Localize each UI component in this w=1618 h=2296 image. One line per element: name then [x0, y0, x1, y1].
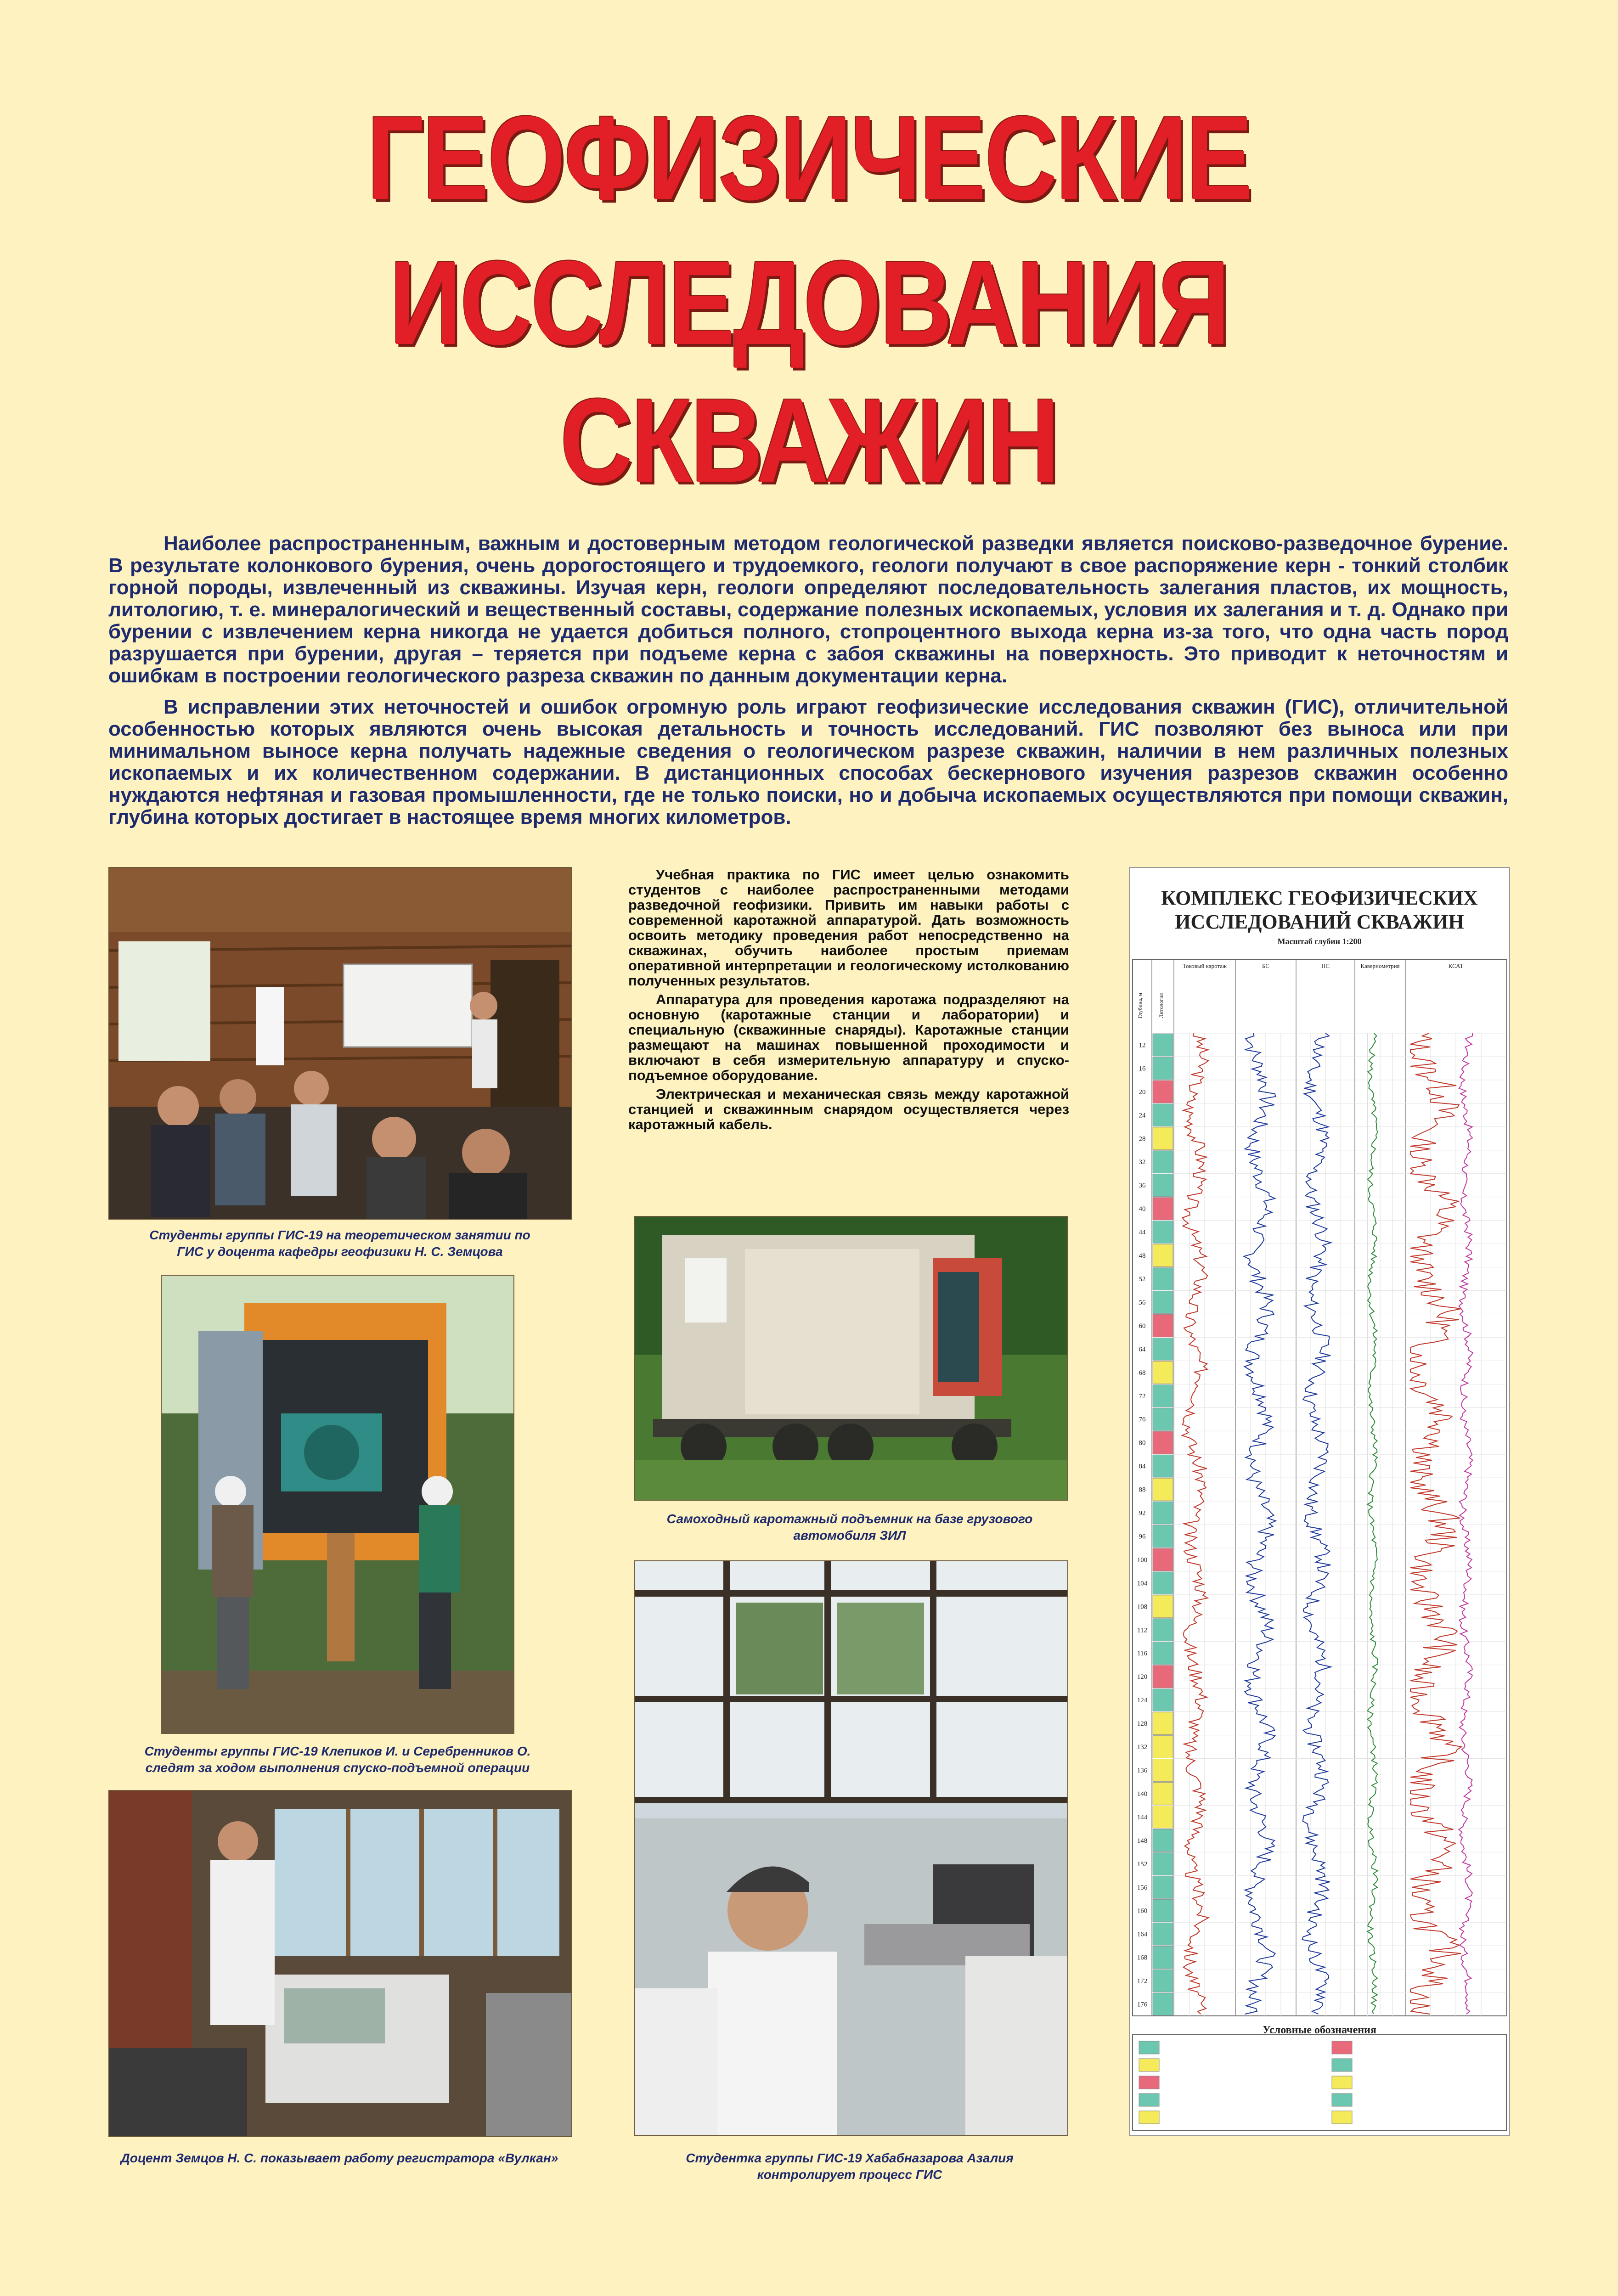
depth-label: 136 [1137, 1767, 1148, 1774]
track-header: КСАТ [1448, 962, 1464, 969]
lithology-block [1153, 1268, 1173, 1290]
lithology-block [1153, 1455, 1173, 1477]
caption-classroom: Студенты группы ГИС-19 на теоретическом занятии по ГИС у доцента кафедры геофизики Н. С. Земцова [149, 1228, 530, 1259]
legend-swatch [1139, 2111, 1159, 2124]
lithology-block [1153, 1806, 1173, 1828]
depth-label: 164 [1137, 1930, 1148, 1938]
depth-label: 68 [1139, 1369, 1146, 1377]
practice-paragraph-3: Электрическая и механическая связь между каротажной станцией и скважинным снарядом осуществляется через каротажный кабель. [628, 1086, 1069, 1132]
photo-classroom [108, 867, 572, 1220]
legend-swatch [1139, 2059, 1159, 2071]
depth-label: 72 [1139, 1392, 1146, 1400]
depth-label: 12 [1139, 1041, 1146, 1049]
lithology-block [1153, 1736, 1173, 1758]
lithology-block [1153, 1829, 1173, 1851]
depth-label: 56 [1139, 1299, 1146, 1306]
photo-student-laptop [634, 1560, 1068, 2136]
lithology-block [1153, 1572, 1173, 1594]
lithology-block [1153, 1993, 1173, 2015]
lithology-block [1153, 1876, 1173, 1898]
practice-text [628, 867, 1069, 1136]
caption-registrator: Доцент Земцов Н. С. показывает работу регистратора «Вулкан» [120, 2151, 558, 2165]
track-header: ПС [1321, 962, 1330, 969]
depth-header: Глубина, м [1137, 993, 1143, 1019]
depth-label: 104 [1137, 1580, 1148, 1587]
depth-label: 64 [1139, 1345, 1146, 1353]
legend-swatch [1332, 2076, 1352, 2089]
lithology-block [1153, 1314, 1173, 1337]
photo-logging-truck [634, 1216, 1068, 1501]
depth-label: 16 [1139, 1065, 1146, 1073]
caption-logging-truck: Самоходный каротажный подъемник на базе грузового автомобиля ЗИЛ [666, 1512, 1033, 1542]
curve-ksat-2 [1459, 1033, 1473, 2014]
lithology-block [1153, 1198, 1173, 1220]
lithology-block [1153, 1151, 1173, 1173]
depth-label: 28 [1139, 1135, 1146, 1143]
practice-paragraph-1: Учебная практика по ГИС имеет целью ознакомить студентов с наиболее распространенными методами разведочной геофизики. Привить им навыки работы с современной каротажной аппаратурой. Дать возможность освоить методику проведения работ непосредственно на скважинах, обучить наиболее простым приемам оперативной интерпретации и геологическому истолкованию полученных результатов. [628, 867, 1069, 989]
log-frame [1133, 960, 1506, 2016]
legend-swatch [1139, 2041, 1159, 2054]
curve-caliper [1367, 1033, 1378, 2014]
depth-label: 108 [1137, 1603, 1148, 1611]
lithology-block [1153, 1478, 1173, 1501]
depth-label: 48 [1139, 1252, 1146, 1260]
lithology-block [1153, 1221, 1173, 1244]
track-header: Токовый каротаж [1182, 962, 1227, 969]
depth-label: 52 [1139, 1276, 1146, 1283]
page-title-line1: ГЕОФИЗИЧЕСКИЕ [366, 92, 1252, 225]
lithology-block [1153, 1759, 1173, 1782]
depth-label: 80 [1139, 1439, 1146, 1447]
legend-swatch [1332, 2059, 1352, 2071]
depth-label: 84 [1139, 1463, 1146, 1470]
page-title-line2: ИССЛЕДОВАНИЯ СКВАЖИН [389, 236, 1229, 507]
depth-label: 144 [1137, 1813, 1148, 1821]
depth-label: 100 [1137, 1556, 1148, 1564]
depth-label: 152 [1137, 1860, 1148, 1868]
lithology-block [1153, 1619, 1173, 1641]
lithology-block [1153, 1057, 1173, 1080]
depth-label: 132 [1137, 1744, 1148, 1751]
lithology-block [1153, 1595, 1173, 1618]
lithology-block [1153, 1666, 1173, 1688]
photo-winch [161, 1275, 514, 1734]
track-header: БС [1262, 962, 1270, 969]
depth-label: 120 [1137, 1673, 1148, 1681]
lithology-block [1153, 1852, 1173, 1875]
lithology-block [1153, 1502, 1173, 1524]
depth-label: 32 [1139, 1159, 1146, 1166]
lithology-block [1153, 1689, 1173, 1711]
lithology-block [1153, 1712, 1173, 1735]
lithology-block [1153, 1104, 1173, 1126]
lithology-block [1153, 1525, 1173, 1548]
legend-swatch [1139, 2093, 1159, 2106]
lithology-block [1153, 1782, 1173, 1805]
curve-ksat-1 [1410, 1033, 1461, 2014]
lithology-block [1153, 1408, 1173, 1430]
curve-ps [1302, 1033, 1331, 2014]
depth-label: 116 [1137, 1650, 1147, 1658]
lithology-block [1153, 1244, 1173, 1267]
lithology-block [1153, 1034, 1173, 1056]
lithology-header: Литология [1158, 993, 1164, 1019]
legend-swatch [1332, 2093, 1352, 2106]
depth-label: 88 [1139, 1486, 1146, 1494]
well-log-panel [1129, 867, 1510, 2136]
caption-winch: Студенты группы ГИС-19 Клепиков И. и Серебренников О. следят за ходом выполнения спуско-подъемной операции [144, 1744, 531, 1775]
legend-swatch [1332, 2111, 1352, 2124]
lithology-block [1153, 1431, 1173, 1454]
depth-label: 24 [1139, 1112, 1146, 1120]
depth-label: 36 [1139, 1182, 1146, 1190]
lithology-block [1153, 1080, 1173, 1103]
depth-label: 76 [1139, 1416, 1146, 1424]
lithology-block [1153, 1548, 1173, 1571]
legend-swatch [1139, 2076, 1159, 2089]
intro-text [108, 533, 1508, 838]
well-log-chart [1130, 868, 1509, 2135]
lithology-block [1153, 1361, 1173, 1384]
well-log-scale: Масштаб глубин 1:200 [1277, 937, 1362, 946]
depth-label: 168 [1137, 1954, 1148, 1962]
lithology-block [1153, 1923, 1173, 1945]
depth-label: 160 [1137, 1907, 1148, 1915]
lithology-block [1153, 1291, 1173, 1313]
lithology-block [1153, 1338, 1173, 1360]
legend-box [1133, 2034, 1506, 2131]
lithology-block [1153, 1384, 1173, 1407]
intro-paragraph-2: В исправлении этих неточностей и ошибок огромную роль играют геофизические исследования скважин (ГИС), отличительной особенностью которых являются очень высокая детальность и точность исследований. ГИС позволяют без выноса или при минимальном выносе керна получать надежные сведения о геологическом разрезе скважин, наличии в нем различных полезных ископаемых и их количественном содержании. В дистанционных способах бескернового изучения разрезов скважин особенно нуждаются нефтяная и газовая промышленности, где не только поиски, но и добыча ископаемых осуществляются при помощи скважин, глубина которых достигает в настоящее время многих километров. [108, 696, 1508, 828]
depth-label: 112 [1137, 1626, 1147, 1634]
caption-student-laptop: Студентка группы ГИС-19 Хабабназарова Азалия контролирует процесс ГИС [686, 2151, 1014, 2182]
lithology-block [1153, 1127, 1173, 1150]
well-log-title: КОМПЛЕКС ГЕОФИЗИЧЕСКИХ ИССЛЕДОВАНИЙ СКВАЖИН [1161, 887, 1478, 933]
depth-label: 176 [1137, 2001, 1148, 2009]
depth-label: 92 [1139, 1509, 1146, 1517]
depth-label: 148 [1137, 1837, 1148, 1845]
track-header: Кавернометрия [1360, 962, 1400, 969]
depth-label: 172 [1137, 1977, 1148, 1985]
depth-label: 124 [1137, 1697, 1148, 1705]
depth-label: 156 [1137, 1884, 1148, 1891]
depth-label: 20 [1139, 1088, 1146, 1096]
lithology-block [1153, 1970, 1173, 1992]
depth-label: 40 [1139, 1205, 1146, 1213]
intro-paragraph-1: Наиболее распространенным, важным и достоверным методом геологической разведки является поисково-разведочное бурение. В результате колонкового бурения, очень дорогостоящего и трудоемкого, геологи получают в свое распоряжение керн - тонкий столбик горной породы, извлеченный из скважины. Изучая керн, геологи определяют последовательность залегания пластов, их мощность, литологию, т. е. минералогический и вещественный составы, содержание полезных ископаемых, условия их залегания и т. д. Однако при бурении с извлечением керна никогда не удается добиться полного, стопроцентного выхода керна из-за того, что одна часть пород разрушается при бурении, другая – теряется при подъеме керна с забоя скважины на поверхность. Это приводит к неточностям и ошибкам в построении геологического разреза скважин по данным документации керна. [108, 532, 1508, 687]
photo-registrator [108, 1790, 572, 2137]
depth-label: 44 [1139, 1229, 1146, 1237]
lithology-block [1153, 1642, 1173, 1665]
curve-bs [1244, 1033, 1276, 2014]
depth-label: 96 [1139, 1533, 1146, 1541]
depth-label: 140 [1137, 1790, 1148, 1798]
lithology-block [1153, 1946, 1173, 1969]
legend-title: Условные обозначения [1263, 2024, 1376, 2036]
depth-label: 128 [1137, 1720, 1148, 1728]
lithology-block [1153, 1174, 1173, 1197]
depth-label: 60 [1139, 1322, 1146, 1330]
practice-paragraph-2: Аппаратура для проведения каротажа подразделяют на основную (каротажные станции и лаборатории) и специальную (скважинные снаряды). Каротажные станции размещают на машинах повышенной проходимости и включают в себя измерительную аппаратуру и спуско-подъемное оборудование. [628, 991, 1069, 1083]
legend-swatch [1332, 2041, 1352, 2054]
lithology-block [1153, 1899, 1173, 1922]
